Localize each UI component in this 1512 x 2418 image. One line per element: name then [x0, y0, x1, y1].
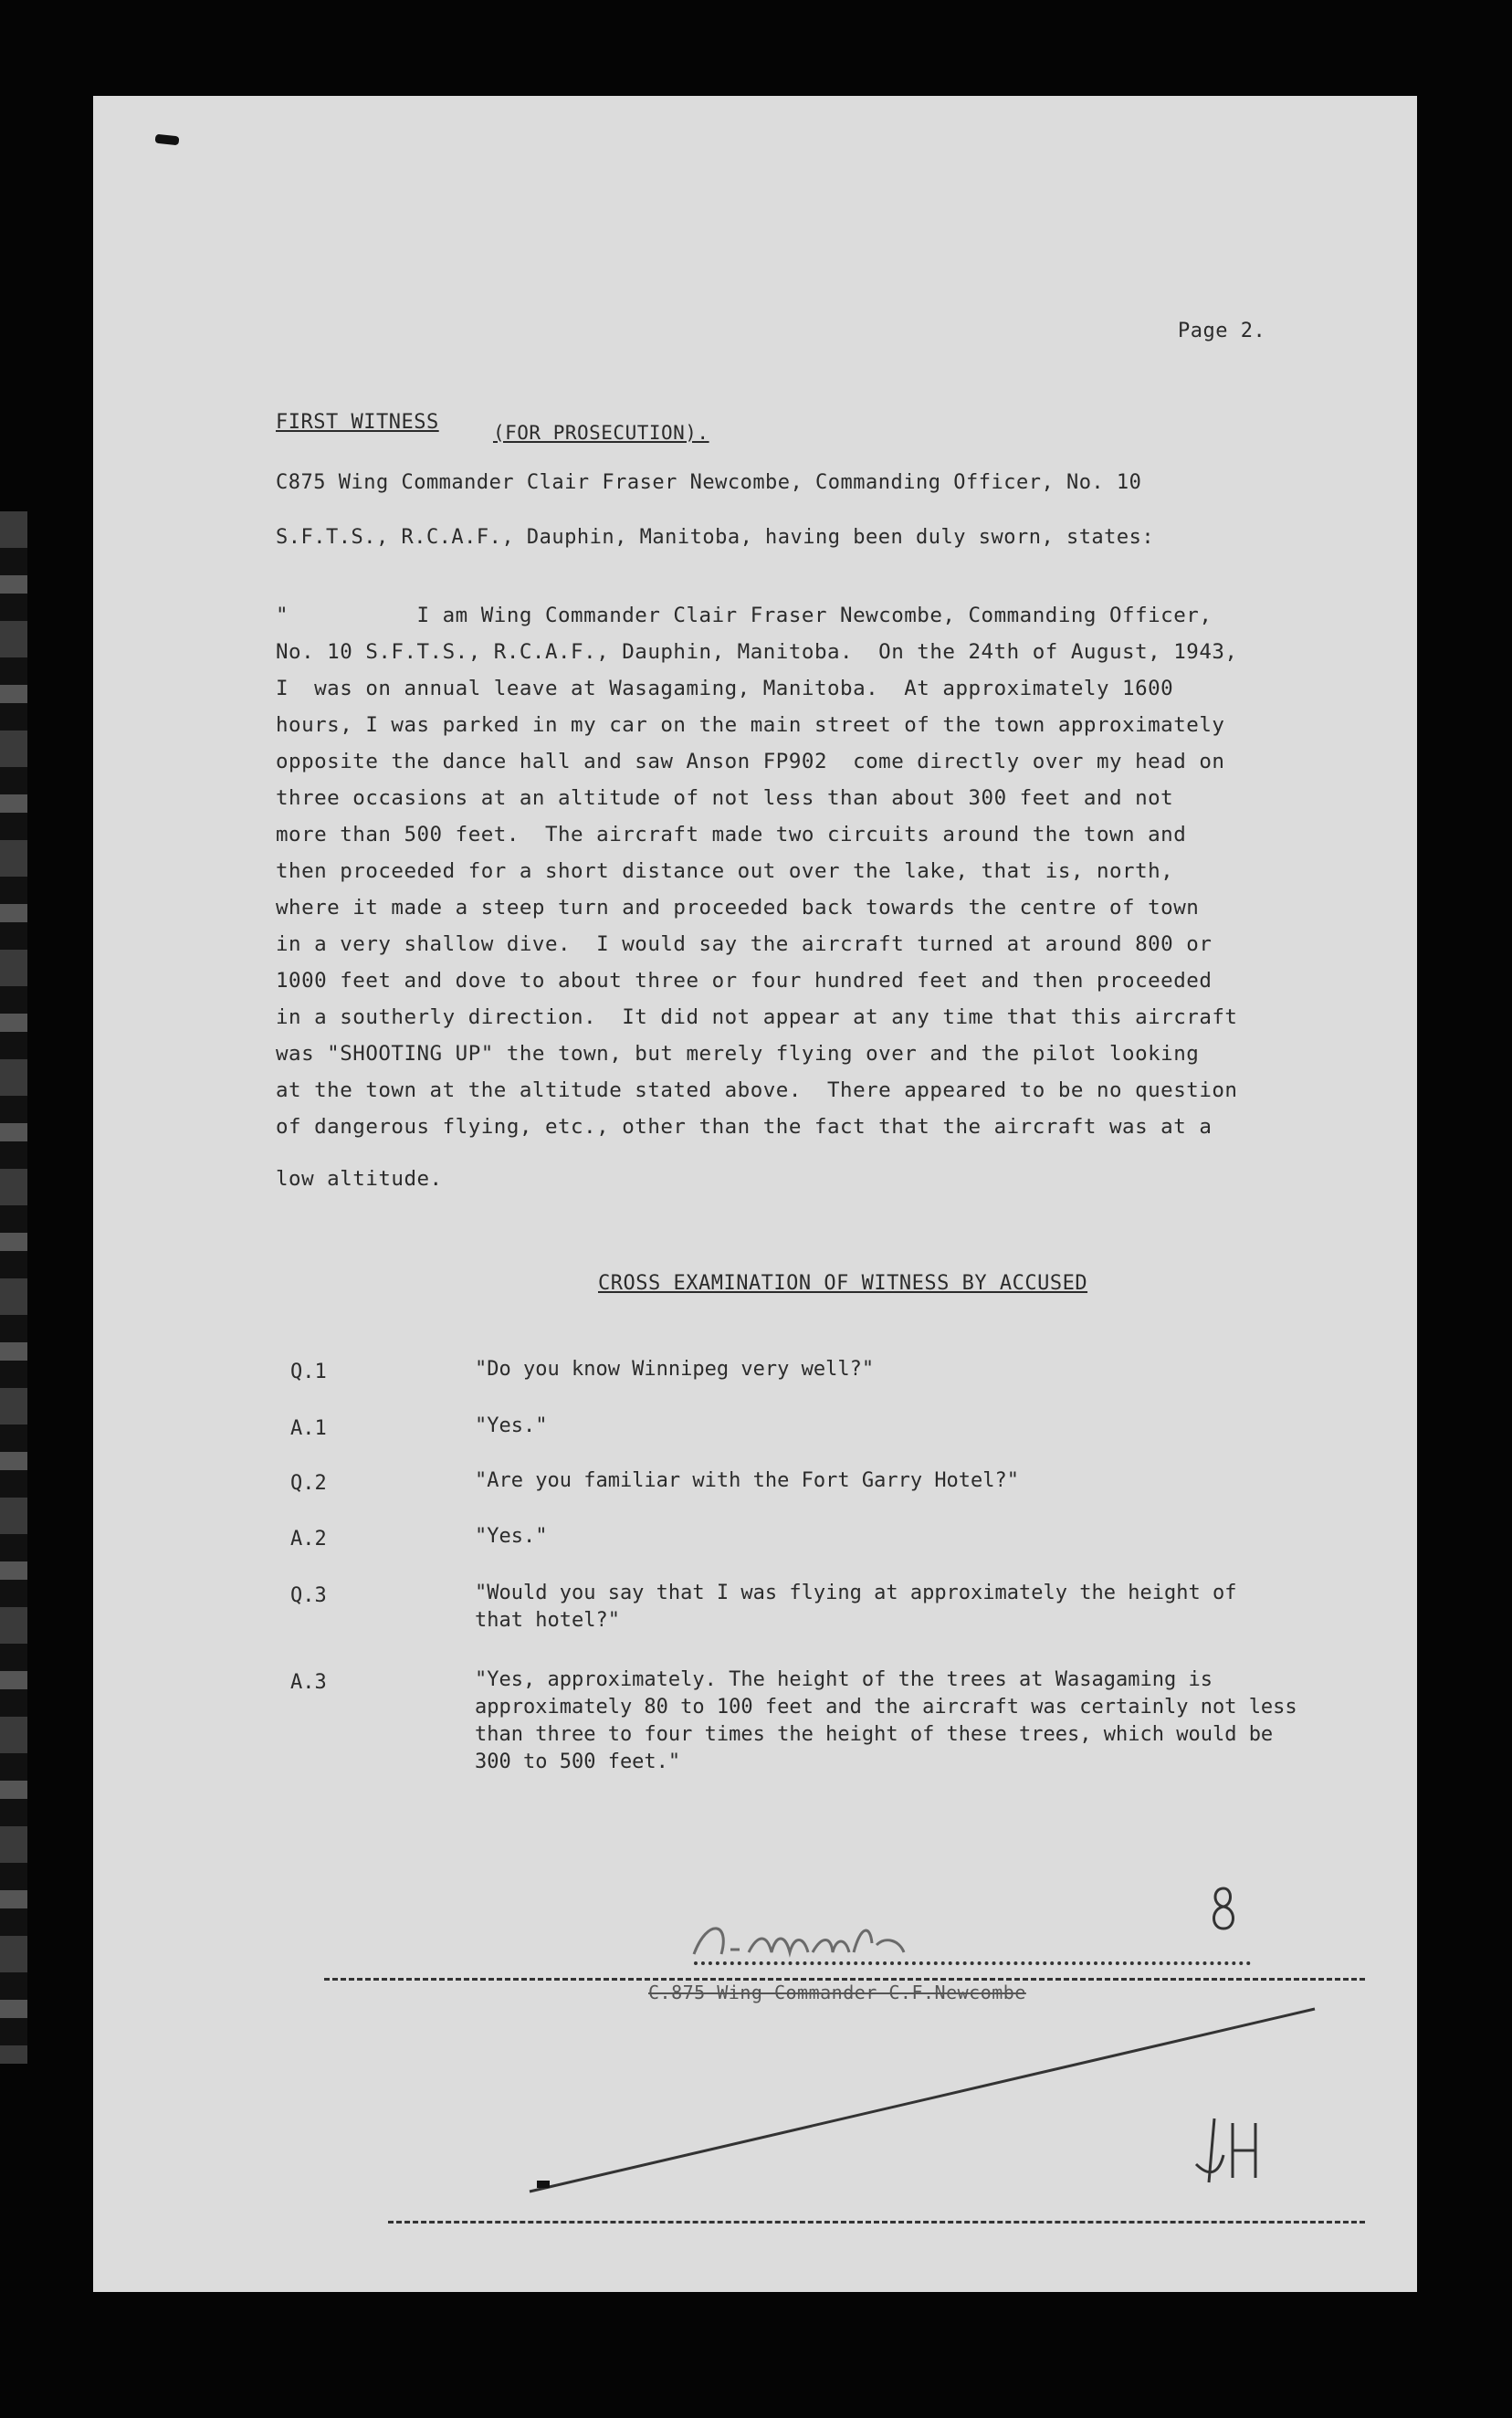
qa-text: "Would you say that I was flying at approximately the height of that hotel?": [475, 1582, 1237, 1632]
qa-label: A.2: [290, 1528, 327, 1551]
statement-line: opposite the dance hall and saw Anson FP902 come directly over my head on: [276, 750, 1225, 773]
film-edge-strip: [0, 511, 27, 2064]
qa-text: "Are you familiar with the Fort Garry Hotel?": [475, 1469, 1020, 1492]
dotted-signature-line: [694, 1961, 1251, 1965]
cross-exam-heading: CROSS EXAMINATION OF WITNESS BY ACCUSED: [598, 1272, 1088, 1295]
statement-last-line: low altitude.: [276, 1167, 443, 1191]
statement-line: hours, I was parked in my car on the main street of the town approximately: [276, 713, 1225, 737]
typed-name: C.875 Wing Commander C.F.Newcombe: [648, 1982, 1026, 2003]
qa-label: Q.1: [290, 1361, 327, 1383]
heading-for-prosecution: (FOR PROSECUTION).: [493, 422, 709, 444]
statement-line: at the town at the altitude stated above. There appeared to be no question: [276, 1078, 1238, 1102]
heading-first-witness: FIRST WITNESS: [276, 411, 439, 434]
dashed-rule: [324, 1978, 1365, 1981]
statement-line: No. 10 S.F.T.S., R.C.A.F., Dauphin, Manitoba. On the 24th of August, 1943,: [276, 640, 1238, 664]
qa-text: "Yes.": [475, 1525, 548, 1548]
handwritten-signature: [676, 1899, 1132, 1982]
qa-text: "Yes, approximately. The height of the trees at Wasagaming is approximately 80 to 100 feet and the aircraft was certainly not less than three to four times the height of these trees, which would be 300 to 500 feet.": [475, 1668, 1297, 1773]
intro-line-2: S.F.T.S., R.C.A.F., Dauphin, Manitoba, having been duly sworn, states:: [276, 526, 1155, 549]
statement-line: three occasions at an altitude of not less than about 300 feet and not: [276, 786, 1174, 810]
qa-text: "Yes.": [475, 1414, 548, 1437]
qa-text: "Do you know Winnipeg very well?": [475, 1358, 875, 1381]
handwritten-page-mark: [1205, 1881, 1242, 1936]
qa-label: A.3: [290, 1671, 327, 1694]
qa-label: A.1: [290, 1417, 327, 1440]
statement-line: I was on annual leave at Wasagaming, Manitoba. At approximately 1600: [276, 677, 1174, 700]
statement-line: of dangerous flying, etc., other than the fact that the aircraft was at a: [276, 1115, 1213, 1139]
statement-line: in a very shallow dive. I would say the aircraft turned at around 800 or: [276, 932, 1213, 956]
intro-line-1: C875 Wing Commander Clair Fraser Newcombe, Commanding Officer, No. 10: [276, 471, 1142, 494]
handwritten-initials: [1187, 2109, 1297, 2192]
statement-line: then proceeded for a short distance out over the lake, that is, north,: [276, 859, 1174, 883]
statement-line: " I am Wing Commander Clair Fraser Newcombe, Commanding Officer,: [276, 604, 1213, 627]
statement-line: in a southerly direction. It did not appear at any time that this aircraft: [276, 1005, 1238, 1029]
bottom-dashed-rule: [388, 2221, 1365, 2224]
qa-label: Q.2: [290, 1472, 327, 1495]
statement-line: was "SHOOTING UP" the town, but merely flying over and the pilot looking: [276, 1042, 1200, 1066]
statement-line: 1000 feet and dove to about three or four hundred feet and then proceeded: [276, 969, 1213, 993]
statement-line: more than 500 feet. The aircraft made two circuits around the town and: [276, 823, 1187, 846]
qa-label: Q.3: [290, 1584, 327, 1607]
page-number: Page 2.: [1178, 320, 1266, 342]
statement-line: where it made a steep turn and proceeded back towards the centre of town: [276, 896, 1200, 920]
